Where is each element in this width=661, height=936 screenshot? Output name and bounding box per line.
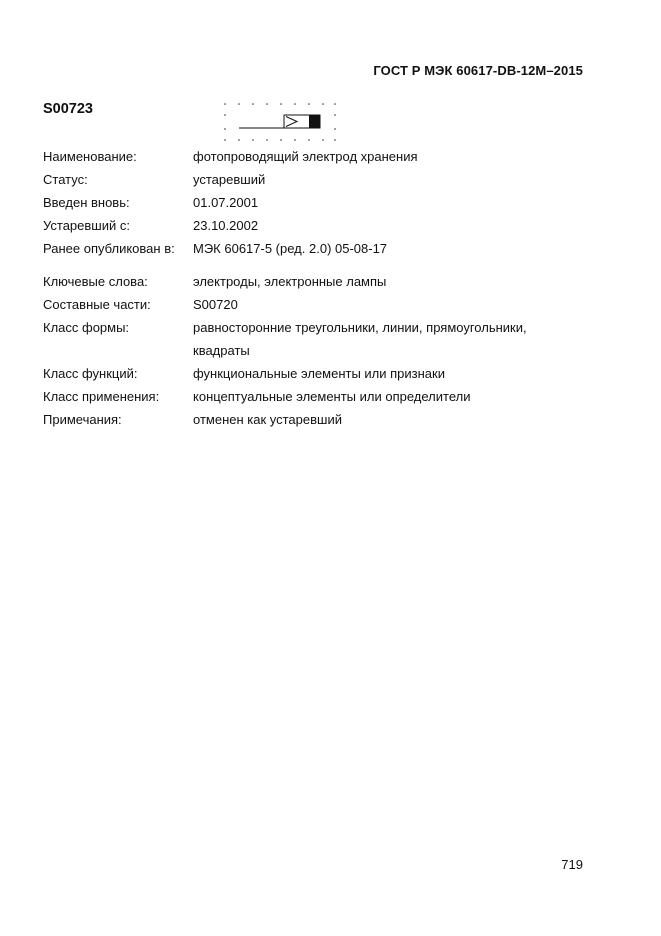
field-label: Ранее опубликован в: <box>43 241 175 256</box>
field-label: Класс применения: <box>43 389 160 404</box>
field-label: Введен вновь: <box>43 195 130 210</box>
field-value: квадраты <box>193 343 250 358</box>
field-label: Класс формы: <box>43 320 130 335</box>
field-label: Ключевые слова: <box>43 274 148 289</box>
photoconductive-storage-electrode-symbol-icon <box>222 98 338 146</box>
triangle <box>286 117 297 127</box>
field-value: равносторонние треугольники, линии, прямоугольники, <box>193 320 527 335</box>
page-number: 719 <box>561 857 583 872</box>
field-label: Устаревший с: <box>43 218 130 233</box>
field-label: Составные части: <box>43 297 151 312</box>
field-value: S00720 <box>193 297 238 312</box>
field-label: Примечания: <box>43 412 122 427</box>
field-label: Класс функций: <box>43 366 138 381</box>
field-value: электроды, электронные лампы <box>193 274 387 289</box>
field-value: концептуальные элементы или определители <box>193 389 471 404</box>
field-value: функциональные элементы или признаки <box>193 366 445 381</box>
field-value: фотопроводящий электрод хранения <box>193 149 418 164</box>
field-value: отменен как устаревший <box>193 412 342 427</box>
field-value: 01.07.2001 <box>193 195 259 210</box>
document-header: ГОСТ Р МЭК 60617-DB-12M–2015 <box>373 63 583 78</box>
filled-square <box>309 115 320 128</box>
symbol-code: S00723 <box>43 101 93 117</box>
field-label: Наименование: <box>43 149 137 164</box>
field-label: Статус: <box>43 172 88 187</box>
field-value: 23.10.2002 <box>193 218 259 233</box>
field-value: устаревший <box>193 172 266 187</box>
field-value: МЭК 60617-5 (ред. 2.0) 05-08-17 <box>193 241 388 256</box>
